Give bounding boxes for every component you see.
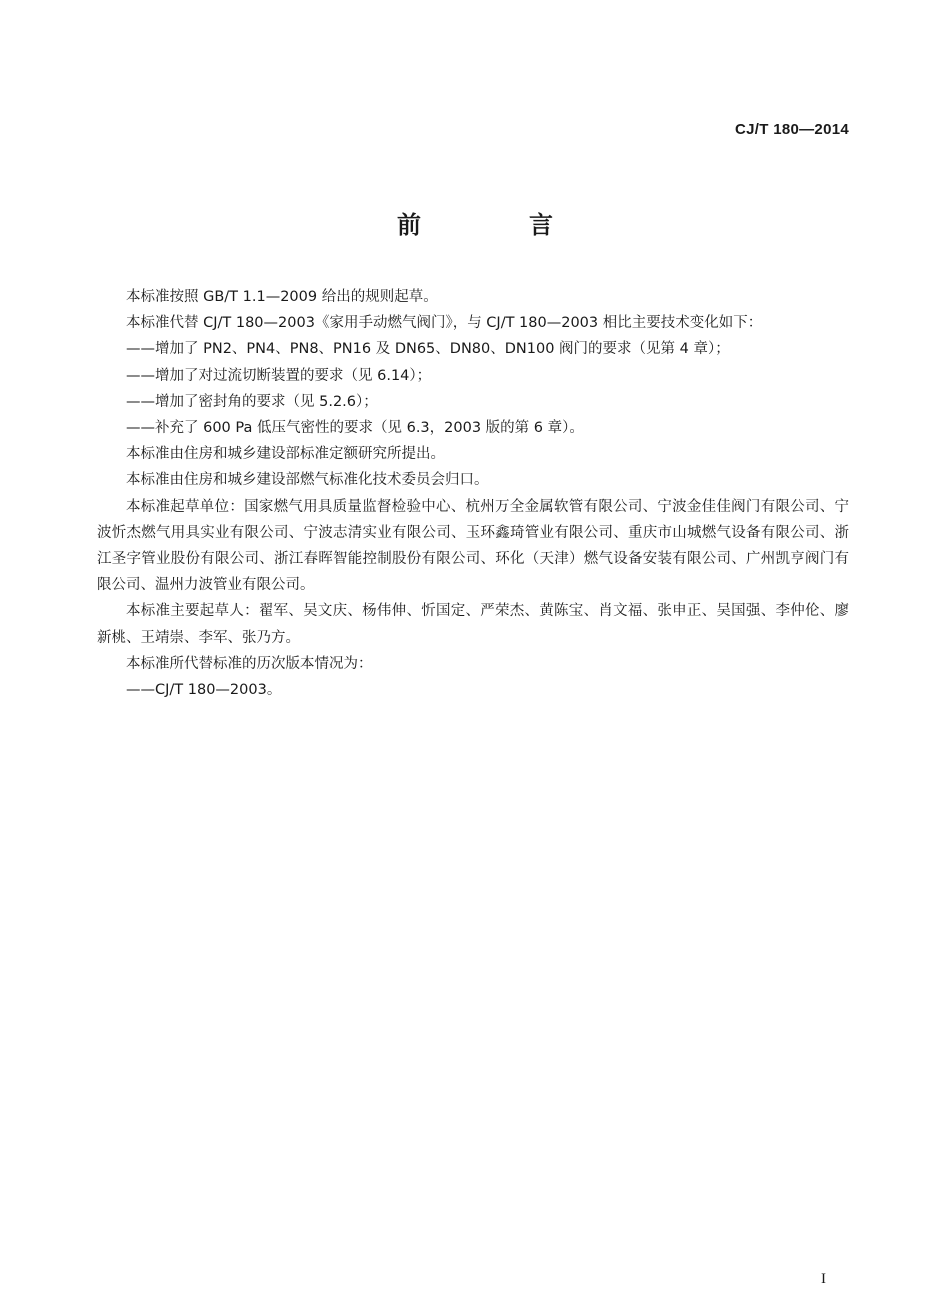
foreword-body xyxy=(97,284,849,703)
paragraph-main-drafters: 本标准主要起草人：翟军、吴文庆、杨伟伸、忻国定、严荣杰、黄陈宝、肖文福、张申正、吴国强、李仲伦、廖新桃、王靖崇、李军、张乃方。 xyxy=(97,603,849,646)
page-title: 前 言 xyxy=(397,211,595,239)
paragraph-previous-editions: 本标准所代替标准的历次版本情况为： xyxy=(126,655,373,672)
page-number: I xyxy=(821,1271,826,1287)
standard-code: CJ/T 180—2014 xyxy=(735,121,849,138)
paragraph-under-jurisdiction: 本标准由住房和城乡建设部燃气标准化技术委员会归口。 xyxy=(126,472,489,489)
change-item-pn-dn: ——增加了 PN2、PN4、PN8、PN16 及 DN65、DN80、DN100 阀门的要求（见第 4 章）； xyxy=(126,341,730,358)
change-item-sealing-angle: ——增加了密封角的要求（见 5.2.6）； xyxy=(126,393,378,410)
paragraph-replaces-standard: 本标准代替 CJ/T 180—2003《家用手动燃气阀门》，与 CJ/T 180—2003 相比主要技术变化如下： xyxy=(126,315,763,332)
change-item-low-pressure-tightness: ——补充了 600 Pa 低压气密性的要求（见 6.3，2003 版的第 6 章）。 xyxy=(126,420,584,437)
paragraph-drafting-rules: 本标准按照 GB/T 1.1—2009 给出的规则起草。 xyxy=(126,289,438,305)
change-item-overflow-cutoff: ——增加了对过流切断装置的要求（见 6.14）； xyxy=(126,367,432,384)
paragraph-proposed-by: 本标准由住房和城乡建设部标准定额研究所提出。 xyxy=(126,446,445,463)
previous-edition-item: ——CJ/T 180—2003。 xyxy=(126,682,282,699)
paragraph-drafting-units: 本标准起草单位：国家燃气用具质量监督检验中心、杭州万全金属软管有限公司、宁波金佳佳阀门有限公司、宁波忻杰燃气用具实业有限公司、宁波志清实业有限公司、玉环鑫琦管业有限公司、重庆市山城燃气设备有限公司、浙江圣字管业股份有限公司、浙江春晖智能控制股份有限公司、环化（天津）燃气设备安装有限公司、广州凯亨阀门有限公司、温州力波管业有限公司。 xyxy=(97,498,849,594)
